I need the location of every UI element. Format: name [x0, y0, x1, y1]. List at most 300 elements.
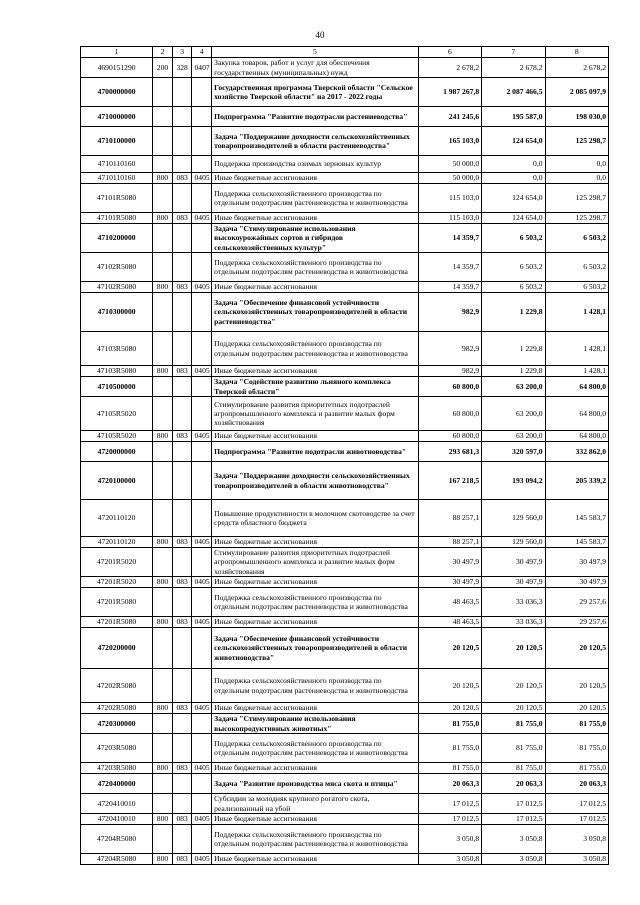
section-cell — [153, 332, 173, 366]
code-cell: 47101R5080 — [81, 213, 153, 224]
code-cell: 4720000000 — [81, 442, 153, 462]
code-cell: 4720100000 — [81, 462, 153, 500]
amount-cell: 1 229,8 — [482, 366, 545, 377]
table-row — [81, 58, 609, 78]
amount-cell: 17 012,5 — [545, 814, 608, 825]
subsection-cell — [192, 127, 212, 156]
section-cell: 800 — [153, 366, 173, 377]
subsection-cell — [192, 253, 212, 282]
name-cell: Поддержка сельскохозяйственного производства по отдельным подотраслям растениеводства и животноводства — [212, 588, 419, 617]
subsection-cell — [172, 734, 192, 763]
code-cell: 47105R5020 — [81, 431, 153, 442]
code-cell: 47204R5080 — [81, 825, 153, 854]
subsection-cell — [192, 107, 212, 127]
amount-cell: 30 497,9 — [418, 548, 481, 577]
table-row — [81, 78, 609, 107]
amount-cell: 17 012,5 — [482, 794, 545, 814]
subsection-cell — [172, 397, 192, 431]
amount-cell: 81 755,0 — [545, 734, 608, 763]
subsection-cell — [192, 734, 212, 763]
amount-cell: 48 463,5 — [418, 617, 481, 628]
code-cell: 47101R5080 — [81, 184, 153, 213]
name-cell: Иные бюджетные ассигнования — [212, 617, 419, 628]
section-cell — [153, 293, 173, 332]
table-row — [81, 814, 609, 825]
amount-cell: 145 583,7 — [545, 500, 608, 537]
amount-cell: 1 229,8 — [482, 332, 545, 366]
amount-cell: 2 678,2 — [545, 58, 608, 78]
subsection-cell — [172, 442, 192, 462]
code-cell: 4720400000 — [81, 774, 153, 794]
table-row — [81, 628, 609, 669]
amount-cell: 60 800,0 — [418, 397, 481, 431]
amount-cell: 6 503,2 — [545, 224, 608, 253]
table-row — [81, 397, 609, 431]
name-cell: Задача "Содействие развитию льняного комплекса Тверской области" — [212, 377, 419, 397]
amount-cell: 63 200,0 — [482, 377, 545, 397]
amount-cell: 1 428,1 — [545, 366, 608, 377]
amount-cell: 81 755,0 — [418, 763, 481, 774]
section-cell — [153, 224, 173, 253]
subsection-cell: 0405 — [192, 577, 212, 588]
name-cell: Государственная программа Тверской области "Сельское хозяйство Тверской области" на 2017 - 2022 годы — [212, 78, 419, 107]
name-cell: Иные бюджетные ассигнования — [212, 213, 419, 224]
code-cell: 4710110160 — [81, 173, 153, 184]
subsection-cell — [172, 628, 192, 669]
code-cell: 4710200000 — [81, 224, 153, 253]
name-cell: Подпрограмма "Развитие подотрасли животноводства" — [212, 442, 419, 462]
subsection-cell: 083 — [172, 282, 192, 293]
amount-cell: 982,9 — [418, 332, 481, 366]
amount-cell: 20 120,5 — [545, 669, 608, 703]
code-cell: 47102R5080 — [81, 282, 153, 293]
subsection-cell — [192, 462, 212, 500]
amount-cell: 60 800,0 — [418, 377, 481, 397]
table-row — [81, 577, 609, 588]
amount-cell: 165 103,0 — [418, 127, 481, 156]
name-cell: Поддержка производства озимых зерновых культур — [212, 156, 419, 173]
subsection-cell — [192, 774, 212, 794]
subsection-cell — [192, 442, 212, 462]
table-row — [81, 173, 609, 184]
amount-cell: 30 497,9 — [545, 548, 608, 577]
amount-cell: 124 654,0 — [482, 184, 545, 213]
subsection-cell: 0405 — [192, 537, 212, 548]
header-cell: 4 — [192, 47, 212, 58]
amount-cell: 20 120,5 — [418, 669, 481, 703]
name-cell: Иные бюджетные ассигнования — [212, 366, 419, 377]
header-cell: 8 — [545, 47, 608, 58]
table-row — [81, 763, 609, 774]
name-cell: Закупка товаров, работ и услуг для обеспечения государственных (муниципальных) нужд — [212, 58, 419, 78]
name-cell: Иные бюджетные ассигнования — [212, 703, 419, 714]
page-number: 40 — [315, 30, 325, 40]
name-cell: Иные бюджетные ассигнования — [212, 577, 419, 588]
header-cell: 5 — [212, 47, 419, 58]
subsection-cell — [192, 156, 212, 173]
amount-cell: 20 120,5 — [482, 703, 545, 714]
amount-cell: 20 120,5 — [482, 628, 545, 669]
amount-cell: 30 497,9 — [418, 577, 481, 588]
amount-cell: 17 012,5 — [545, 794, 608, 814]
table-row — [81, 127, 609, 156]
amount-cell: 30 497,9 — [482, 577, 545, 588]
subsection-cell — [192, 184, 212, 213]
subsection-cell: 083 — [172, 213, 192, 224]
amount-cell: 81 755,0 — [482, 734, 545, 763]
code-cell: 4710300000 — [81, 293, 153, 332]
amount-cell: 2 678,2 — [482, 58, 545, 78]
subsection-cell — [172, 377, 192, 397]
amount-cell: 167 218,5 — [418, 462, 481, 500]
subsection-cell — [192, 377, 212, 397]
amount-cell: 6 503,2 — [545, 253, 608, 282]
subsection-cell: 083 — [172, 763, 192, 774]
amount-cell: 3 050,8 — [482, 825, 545, 854]
amount-cell: 50 000,0 — [418, 156, 481, 173]
name-cell: Задача "Поддержание доходности сельскохозяйственных товаропроизводителей в области растениеводства" — [212, 127, 419, 156]
section-cell: 800 — [153, 763, 173, 774]
subsection-cell — [192, 825, 212, 854]
code-cell: 4720300000 — [81, 714, 153, 734]
subsection-cell — [172, 78, 192, 107]
amount-cell: 20 120,5 — [418, 628, 481, 669]
name-cell: Поддержка сельскохозяйственного производства по отдельным подотраслям растениеводства и животноводства — [212, 734, 419, 763]
amount-cell: 1 428,1 — [545, 293, 608, 332]
amount-cell: 115 103,0 — [418, 213, 481, 224]
subsection-cell: 328 — [172, 58, 192, 78]
code-cell: 47202R5080 — [81, 703, 153, 714]
table-row — [81, 156, 609, 173]
amount-cell: 20 120,5 — [545, 703, 608, 714]
amount-cell: 81 755,0 — [545, 714, 608, 734]
table-row — [81, 332, 609, 366]
table-header-row — [81, 47, 609, 58]
amount-cell: 3 050,8 — [545, 825, 608, 854]
subsection-cell — [172, 825, 192, 854]
name-cell: Задача "Развитие производства мяса скота и птицы" — [212, 774, 419, 794]
subsection-cell: 083 — [172, 431, 192, 442]
subsection-cell — [172, 669, 192, 703]
amount-cell: 64 800,0 — [545, 377, 608, 397]
name-cell: Задача "Стимулирование использования высокоурожайных сортов и гибридов сельскохозяйственных культур" — [212, 224, 419, 253]
subsection-cell — [192, 224, 212, 253]
code-cell: 4710110160 — [81, 156, 153, 173]
amount-cell: 48 463,5 — [418, 588, 481, 617]
name-cell: Иные бюджетные ассигнования — [212, 282, 419, 293]
table-row — [81, 669, 609, 703]
subsection-cell — [192, 794, 212, 814]
amount-cell: 3 050,8 — [482, 854, 545, 865]
name-cell: Подпрограмма "Развитие подотрасли растениеводства" — [212, 107, 419, 127]
subsection-cell: 0405 — [192, 431, 212, 442]
name-cell: Иные бюджетные ассигнования — [212, 173, 419, 184]
subsection-cell: 083 — [172, 173, 192, 184]
section-cell — [153, 78, 173, 107]
amount-cell: 17 012,5 — [418, 814, 481, 825]
amount-cell: 1 987 267,8 — [418, 78, 481, 107]
amount-cell: 6 503,2 — [482, 253, 545, 282]
code-cell: 4720110120 — [81, 500, 153, 537]
amount-cell: 81 755,0 — [418, 734, 481, 763]
section-cell — [153, 714, 173, 734]
section-cell: 800 — [153, 577, 173, 588]
amount-cell: 129 560,0 — [482, 500, 545, 537]
name-cell: Иные бюджетные ассигнования — [212, 854, 419, 865]
amount-cell: 63 200,0 — [482, 397, 545, 431]
amount-cell: 50 000,0 — [418, 173, 481, 184]
table-row — [81, 253, 609, 282]
subsection-cell — [172, 127, 192, 156]
section-cell — [153, 548, 173, 577]
amount-cell: 30 497,9 — [545, 577, 608, 588]
code-cell: 47103R5080 — [81, 332, 153, 366]
header-cell: 2 — [153, 47, 173, 58]
amount-cell: 125 298,7 — [545, 213, 608, 224]
amount-cell: 145 583,7 — [545, 537, 608, 548]
subsection-cell — [172, 107, 192, 127]
amount-cell: 20 120,5 — [545, 628, 608, 669]
code-cell: 4690151290 — [81, 58, 153, 78]
amount-cell: 88 257,1 — [418, 500, 481, 537]
code-cell: 4720410010 — [81, 794, 153, 814]
code-cell: 47202R5080 — [81, 669, 153, 703]
subsection-cell — [172, 588, 192, 617]
amount-cell: 14 359,7 — [418, 282, 481, 293]
amount-cell: 332 862,0 — [545, 442, 608, 462]
section-cell: 800 — [153, 431, 173, 442]
subsection-cell — [172, 332, 192, 366]
name-cell: Задача "Поддержание доходности сельскохозяйственных товаропроизводителей в области животноводства" — [212, 462, 419, 500]
table-row — [81, 442, 609, 462]
code-cell: 4720200000 — [81, 628, 153, 669]
amount-cell: 81 755,0 — [545, 763, 608, 774]
amount-cell: 14 359,7 — [418, 253, 481, 282]
table-row — [81, 224, 609, 253]
code-cell: 4710100000 — [81, 127, 153, 156]
subsection-cell: 083 — [172, 577, 192, 588]
subsection-cell — [172, 548, 192, 577]
code-cell: 47204R5080 — [81, 854, 153, 865]
section-cell: 800 — [153, 537, 173, 548]
amount-cell: 81 755,0 — [418, 714, 481, 734]
table-row — [81, 213, 609, 224]
code-cell: 47203R5080 — [81, 734, 153, 763]
subsection-cell: 0405 — [192, 703, 212, 714]
amount-cell: 63 200,0 — [482, 431, 545, 442]
amount-cell: 1 428,1 — [545, 332, 608, 366]
amount-cell: 2 678,2 — [418, 58, 481, 78]
table-row — [81, 825, 609, 854]
amount-cell: 0,0 — [482, 173, 545, 184]
amount-cell: 6 503,2 — [482, 282, 545, 293]
amount-cell: 293 681,3 — [418, 442, 481, 462]
name-cell: Иные бюджетные ассигнования — [212, 763, 419, 774]
amount-cell: 125 298,7 — [545, 184, 608, 213]
amount-cell: 88 257,1 — [418, 537, 481, 548]
amount-cell: 0,0 — [545, 156, 608, 173]
section-cell — [153, 669, 173, 703]
subsection-cell: 0407 — [192, 58, 212, 78]
code-cell: 4700000000 — [81, 78, 153, 107]
table-row — [81, 703, 609, 714]
amount-cell: 0,0 — [545, 173, 608, 184]
code-cell: 47102R5080 — [81, 253, 153, 282]
amount-cell: 6 503,2 — [545, 282, 608, 293]
subsection-cell — [192, 669, 212, 703]
subsection-cell — [192, 548, 212, 577]
subsection-cell — [172, 462, 192, 500]
subsection-cell: 083 — [172, 703, 192, 714]
table-row — [81, 107, 609, 127]
section-cell — [153, 127, 173, 156]
amount-cell: 64 800,0 — [545, 397, 608, 431]
subsection-cell: 0405 — [192, 366, 212, 377]
table-row — [81, 588, 609, 617]
name-cell: Стимулирование развития приоритетных подотраслей агропромышленного комплекса и развитие малых форм хозяйствования — [212, 548, 419, 577]
table-row — [81, 794, 609, 814]
section-cell — [153, 588, 173, 617]
amount-cell: 6 503,2 — [482, 224, 545, 253]
subsection-cell — [172, 774, 192, 794]
section-cell: 800 — [153, 173, 173, 184]
amount-cell: 17 012,5 — [418, 794, 481, 814]
amount-cell: 205 339,2 — [545, 462, 608, 500]
amount-cell: 64 800,0 — [545, 431, 608, 442]
amount-cell: 20 120,5 — [482, 669, 545, 703]
amount-cell: 124 654,0 — [482, 213, 545, 224]
code-cell: 4720410010 — [81, 814, 153, 825]
section-cell: 800 — [153, 814, 173, 825]
subsection-cell — [192, 332, 212, 366]
code-cell: 47203R5080 — [81, 763, 153, 774]
amount-cell: 0,0 — [482, 156, 545, 173]
name-cell: Иные бюджетные ассигнования — [212, 431, 419, 442]
amount-cell: 60 800,0 — [418, 431, 481, 442]
code-cell: 4720110120 — [81, 537, 153, 548]
section-cell — [153, 253, 173, 282]
header-cell: 6 — [418, 47, 481, 58]
amount-cell: 195 587,0 — [482, 107, 545, 127]
subsection-cell — [172, 253, 192, 282]
section-cell — [153, 794, 173, 814]
subsection-cell: 083 — [172, 537, 192, 548]
section-cell: 200 — [153, 58, 173, 78]
amount-cell: 17 012,5 — [482, 814, 545, 825]
name-cell: Поддержка сельскохозяйственного производства по отдельным подотраслям растениеводства и животноводства — [212, 669, 419, 703]
amount-cell: 124 654,0 — [482, 127, 545, 156]
subsection-cell — [172, 293, 192, 332]
amount-cell: 29 257,6 — [545, 588, 608, 617]
amount-cell: 33 036,3 — [482, 588, 545, 617]
code-cell: 4710500000 — [81, 377, 153, 397]
amount-cell: 2 087 466,5 — [482, 78, 545, 107]
table-row — [81, 537, 609, 548]
subsection-cell: 0405 — [192, 282, 212, 293]
amount-cell: 115 103,0 — [418, 184, 481, 213]
table-row — [81, 734, 609, 763]
amount-cell: 2 085 097,9 — [545, 78, 608, 107]
name-cell: Иные бюджетные ассигнования — [212, 814, 419, 825]
section-cell: 800 — [153, 282, 173, 293]
header-cell: 3 — [172, 47, 192, 58]
name-cell: Задача "Обеспечение финансовой устойчивости сельскохозяйственных товаропроизводителей в области растениеводства" — [212, 293, 419, 332]
subsection-cell — [172, 224, 192, 253]
amount-cell: 33 036,3 — [482, 617, 545, 628]
amount-cell: 81 755,0 — [482, 714, 545, 734]
code-cell: 47201R5080 — [81, 588, 153, 617]
header-cell: 1 — [81, 47, 153, 58]
code-cell: 47201R5020 — [81, 548, 153, 577]
amount-cell: 982,9 — [418, 366, 481, 377]
subsection-cell: 0405 — [192, 854, 212, 865]
amount-cell: 20 063,3 — [482, 774, 545, 794]
code-cell: 47201R5080 — [81, 617, 153, 628]
table-row — [81, 500, 609, 537]
table-row — [81, 293, 609, 332]
name-cell: Поддержка сельскохозяйственного производства по отдельным подотраслям растениеводства и животноводства — [212, 825, 419, 854]
subsection-cell — [172, 714, 192, 734]
code-cell: 4710000000 — [81, 107, 153, 127]
section-cell — [153, 628, 173, 669]
amount-cell: 1 229,8 — [482, 293, 545, 332]
subsection-cell — [172, 794, 192, 814]
name-cell: Поддержка сельскохозяйственного производства по отдельным подотраслям растениеводства и животноводства — [212, 184, 419, 213]
code-cell: 47103R5080 — [81, 366, 153, 377]
amount-cell: 3 050,8 — [418, 825, 481, 854]
table-row — [81, 617, 609, 628]
section-cell — [153, 734, 173, 763]
amount-cell: 3 050,8 — [418, 854, 481, 865]
amount-cell: 14 359,7 — [418, 224, 481, 253]
amount-cell: 20 120,5 — [418, 703, 481, 714]
amount-cell: 29 257,6 — [545, 617, 608, 628]
subsection-cell — [192, 588, 212, 617]
section-cell — [153, 156, 173, 173]
subsection-cell: 0405 — [192, 213, 212, 224]
name-cell: Субсидии за молодняк крупного рогатого скота, реализованный на убой — [212, 794, 419, 814]
section-cell — [153, 397, 173, 431]
subsection-cell — [172, 184, 192, 213]
amount-cell: 3 050,8 — [545, 854, 608, 865]
section-cell — [153, 825, 173, 854]
subsection-cell — [192, 78, 212, 107]
name-cell: Поддержка сельскохозяйственного производства по отдельным подотраслям растениеводства и животноводства — [212, 253, 419, 282]
budget-table — [80, 46, 609, 865]
section-cell — [153, 377, 173, 397]
amount-cell: 320 597,0 — [482, 442, 545, 462]
section-cell — [153, 442, 173, 462]
subsection-cell — [172, 156, 192, 173]
section-cell — [153, 500, 173, 537]
table-row — [81, 714, 609, 734]
subsection-cell: 0405 — [192, 173, 212, 184]
section-cell: 800 — [153, 617, 173, 628]
table-row — [81, 774, 609, 794]
section-cell — [153, 774, 173, 794]
amount-cell: 20 063,3 — [545, 774, 608, 794]
name-cell: Иные бюджетные ассигнования — [212, 537, 419, 548]
table-row — [81, 377, 609, 397]
code-cell: 47105R5020 — [81, 397, 153, 431]
table-row — [81, 366, 609, 377]
table-row — [81, 854, 609, 865]
subsection-cell: 0405 — [192, 814, 212, 825]
section-cell: 800 — [153, 703, 173, 714]
name-cell: Стимулирование развития приоритетных подотраслей агропромышленного комплекса и развитие малых форм хозяйствования — [212, 397, 419, 431]
amount-cell: 20 063,3 — [418, 774, 481, 794]
subsection-cell — [192, 293, 212, 332]
